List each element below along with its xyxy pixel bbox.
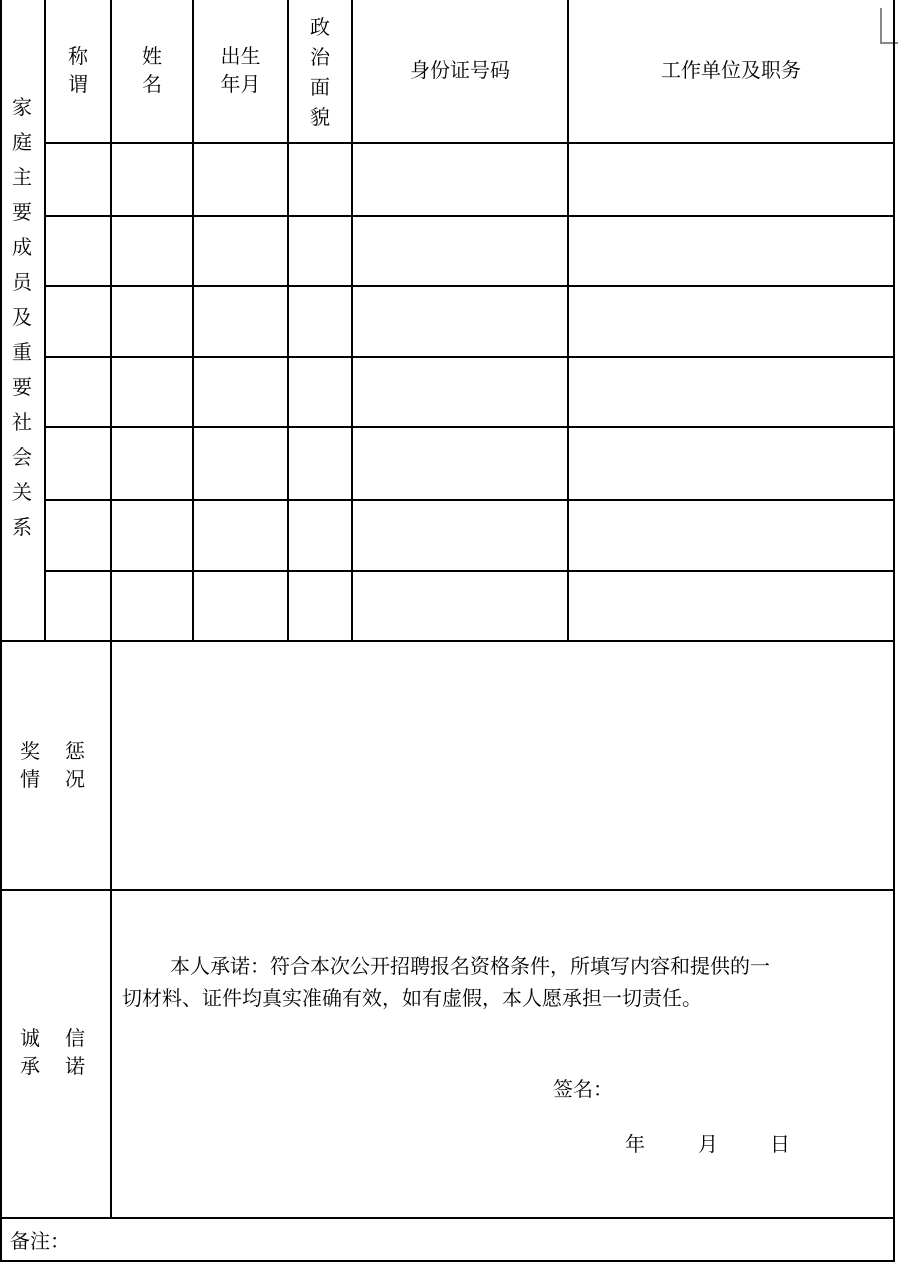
- awards-label: 奖 惩 情 况: [20, 739, 85, 791]
- outer-right-border: [893, 0, 895, 1262]
- corner-crop-mark: [880, 8, 882, 44]
- family-row-line: [45, 499, 895, 501]
- family-col-line: [567, 0, 569, 642]
- awards-section-bottom-line: [0, 889, 895, 891]
- family-row-line: [45, 426, 895, 428]
- pledge-text-line1: 本人承诺：符合本次公开招聘报名资格条件，所填写内容和提供的一: [170, 954, 770, 978]
- family-row-line: [45, 570, 895, 572]
- header-political-status: 政 治 面 貌: [310, 15, 330, 129]
- signature-label: 签名：: [553, 1077, 613, 1101]
- pledge-section-bottom-line: [0, 1217, 895, 1219]
- family-col-line: [351, 0, 353, 642]
- family-row-line: [45, 356, 895, 358]
- date-day-label: 日: [770, 1132, 790, 1156]
- date-year-label: 年: [625, 1132, 645, 1156]
- family-row-line: [45, 285, 895, 287]
- header-title: 称 谓: [68, 44, 88, 96]
- awards-content-field[interactable]: [114, 644, 891, 887]
- family-header-bottom-line: [45, 142, 895, 144]
- label-column-line: [110, 640, 112, 1219]
- remarks-label: 备注：: [10, 1229, 70, 1253]
- header-birth: 出生 年月: [220, 44, 261, 96]
- family-section-bottom-line: [0, 640, 895, 642]
- outer-bottom-border: [0, 1260, 895, 1262]
- corner-crop-mark-h: [880, 42, 898, 44]
- header-id-number: 身份证号码: [410, 58, 510, 82]
- signature-field[interactable]: [615, 1075, 815, 1105]
- family-section-label: 家 庭 主 要 成 员 及 重 要 社 会 关 系: [12, 95, 32, 539]
- header-work-unit: 工作单位及职务: [661, 58, 801, 82]
- remarks-field[interactable]: [80, 1222, 890, 1258]
- family-row-line: [45, 215, 895, 217]
- pledge-text-line2: 切材料、证件均真实准确有效，如有虚假，本人愿承担一切责任。: [122, 986, 702, 1010]
- pledge-label: 诚 信 承 诺: [20, 1026, 85, 1078]
- date-month-label: 月: [698, 1132, 718, 1156]
- header-name: 姓 名: [142, 44, 162, 96]
